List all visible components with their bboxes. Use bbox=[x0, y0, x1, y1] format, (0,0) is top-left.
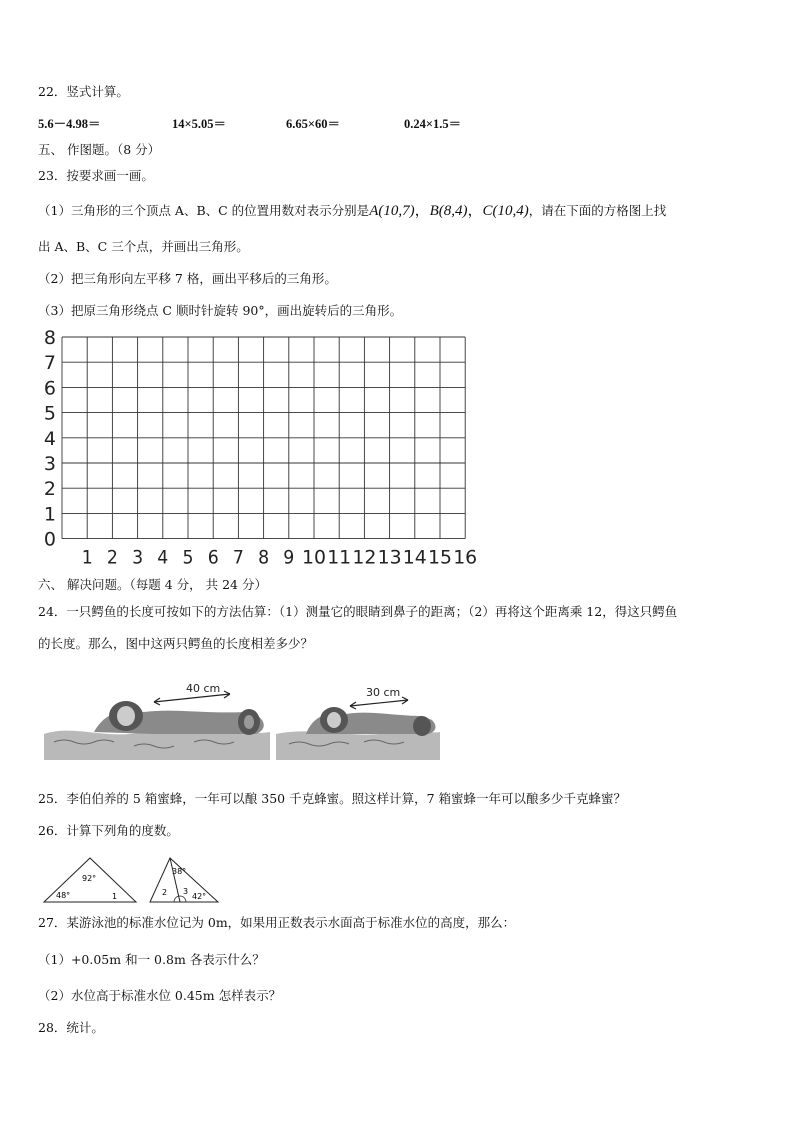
croc1-measure-line bbox=[154, 694, 230, 702]
tri1-right-angle: 1 bbox=[112, 892, 118, 901]
grid-x-label: 8 bbox=[258, 546, 270, 569]
q26-title: 26．计算下列角的度数。 bbox=[38, 823, 179, 838]
grid-x-label: 5 bbox=[182, 546, 194, 569]
grid-y-label: 7 bbox=[43, 352, 56, 375]
q27-part2: （2）水位高于标准水位 0.45m 怎样表示？ bbox=[38, 988, 282, 1003]
section5-heading: 五、 作图题。（8 分） bbox=[38, 142, 161, 157]
q23-part2: （2）把三角形向左平移 7 格，画出平移后的三角形。 bbox=[38, 271, 337, 286]
grid-y-label: 0 bbox=[43, 528, 56, 551]
tri1-top-angle: 92° bbox=[82, 874, 97, 883]
water-shape-2 bbox=[276, 731, 440, 760]
q23-part1-post: ，请在下面的方格图上找 bbox=[528, 203, 667, 218]
q22-title: 22．竖式计算。 bbox=[38, 84, 129, 99]
grid-y-label: 8 bbox=[43, 327, 56, 349]
grid-x-label: 2 bbox=[106, 546, 118, 569]
tri2-angle-3: 3 bbox=[183, 887, 189, 896]
grid-x-label: 4 bbox=[157, 546, 169, 569]
grid-x-label: 12 bbox=[352, 546, 377, 569]
q22-expr-1: 5.6－4.98＝ bbox=[38, 117, 101, 131]
point-c: C(10,4) bbox=[482, 203, 529, 219]
q23-part3: （3）把原三角形绕点 C 顺时针旋转 90°，画出旋转后的三角形。 bbox=[38, 303, 403, 318]
crocodile-2-nose bbox=[413, 716, 431, 736]
grid-x-label: 1 bbox=[81, 546, 93, 569]
grid-x-label: 9 bbox=[283, 546, 295, 569]
grid-y-label: 5 bbox=[43, 402, 56, 425]
grid-x-label: 16 bbox=[453, 546, 478, 569]
q23-title: 23．按要求画一画。 bbox=[38, 168, 154, 183]
grid-x-label: 6 bbox=[207, 546, 219, 569]
grid-x-labels bbox=[82, 547, 478, 569]
crocodile-illustration bbox=[44, 672, 444, 762]
q24-line1: 24．一只鳄鱼的长度可按如下的方法估算：（1）测量它的眼睛到鼻子的距离；（2）再将这个距离乘 12，得这只鳄鱼 bbox=[38, 604, 678, 619]
grid-y-label: 1 bbox=[43, 503, 56, 526]
tri1-left-angle: 48° bbox=[56, 891, 71, 900]
angle-triangles bbox=[38, 852, 228, 907]
grid-x-label: 11 bbox=[327, 546, 352, 569]
q28-title: 28．统计。 bbox=[38, 1020, 104, 1035]
grid-x-label: 14 bbox=[402, 546, 427, 569]
grid-y-label: 4 bbox=[43, 427, 56, 450]
grid-lines bbox=[62, 337, 465, 539]
tri2-top-angle: 38° bbox=[172, 867, 187, 876]
q23-part1-line2: 出 A、B、C 三个点，并画出三角形。 bbox=[38, 239, 249, 254]
croc2-measure-line bbox=[350, 700, 408, 706]
q23-part1-pre: （1）三角形的三个顶点 A、B、C 的位置用数对表示分别是 bbox=[38, 203, 370, 218]
q25-text: 25．李伯伯养的 5 箱蜜蜂，一年可以酿 350 千克蜂蜜。照这样计算，7 箱蜜蜂一年可以酿多少千克蜂蜜？ bbox=[38, 791, 627, 806]
tri2-angle-2: 2 bbox=[162, 888, 168, 897]
point-a: A(10,7) bbox=[369, 203, 415, 219]
croc1-label: 40 cm bbox=[186, 682, 221, 695]
grid-x-label: 13 bbox=[377, 546, 402, 569]
croc2-label: 30 cm bbox=[366, 686, 401, 699]
q22-expr-3: 6.65×60＝ bbox=[286, 117, 340, 131]
grid-y-label: 3 bbox=[43, 453, 56, 475]
grid-x-label: 15 bbox=[428, 546, 452, 569]
water-shape-1 bbox=[44, 729, 270, 760]
tri2-right-angle: 42° bbox=[192, 892, 207, 901]
grid-x-label: 3 bbox=[132, 546, 144, 569]
q22-expr-2: 14×5.05＝ bbox=[172, 117, 226, 131]
grid-y-label: 6 bbox=[43, 377, 56, 400]
grid-y-labels bbox=[44, 327, 56, 551]
q24-line2: 的长度。那么，图中这两只鳄鱼的长度相差多少？ bbox=[38, 636, 314, 651]
point-b: B(8,4) bbox=[429, 203, 468, 219]
q27-part1: （1）+0.05m 和一 0.8m 各表示什么？ bbox=[38, 952, 265, 967]
grid-x-label: 7 bbox=[232, 546, 244, 569]
q22-expr-4: 0.24×1.5＝ bbox=[404, 117, 462, 131]
q23-part1: （1）三角形的三个顶点 A、B、C 的位置用数对表示分别是A(10,7)，B(8,4)，C(10,4)，请在下面的方格图上找 bbox=[38, 203, 667, 219]
grid-y-label: 2 bbox=[43, 478, 56, 501]
coordinate-grid bbox=[38, 325, 488, 570]
q27-title: 27．某游泳池的标准水位记为 0m，如果用正数表示水面高于标准水位的高度，那么： bbox=[38, 915, 516, 930]
grid-x-label: 10 bbox=[302, 546, 326, 569]
section6-heading: 六、 解决问题。（每题 4 分， 共 24 分） bbox=[38, 577, 267, 592]
